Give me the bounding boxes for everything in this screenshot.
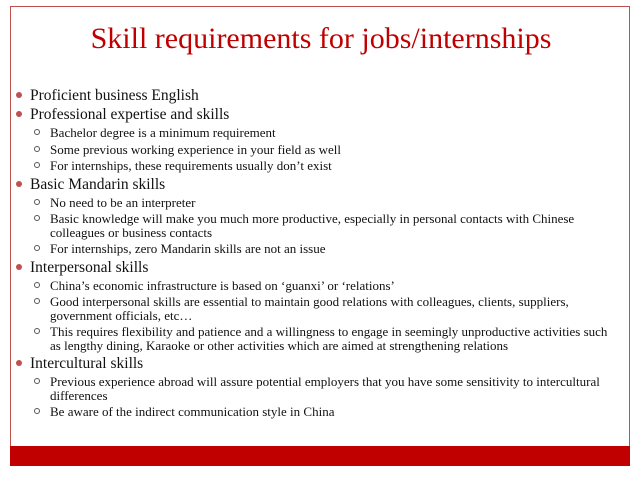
sub-bullet-text: Previous experience abroad will assure potential employers that you have some sensitivity to intercultural differences	[50, 374, 600, 403]
sub-bullet-item	[16, 325, 610, 352]
bullet-item	[16, 259, 606, 277]
sub-bullet-item	[16, 159, 610, 173]
sub-bullet-item	[16, 242, 610, 256]
bullet-text: Professional expertise and skills	[30, 106, 230, 123]
bullet-item	[16, 355, 606, 373]
bullet-item	[16, 176, 606, 194]
bullet-dot-icon	[16, 264, 22, 270]
bullet-list	[16, 87, 606, 422]
sub-bullet-text: Be aware of the indirect communication style in China	[50, 404, 335, 419]
sub-bullet-item	[16, 196, 610, 210]
bullet-item	[16, 106, 606, 124]
sub-bullet-item	[16, 405, 610, 419]
bullet-dot-icon	[16, 92, 22, 98]
sub-bullet-text: Bachelor degree is a minimum requirement	[50, 125, 276, 140]
sub-bullet-text: Good interpersonal skills are essential to maintain good relations with colleagues, clients, suppliers, government officials, etc…	[50, 294, 569, 323]
hollow-bullet-icon	[34, 199, 40, 205]
sub-bullet-text: For internships, these requirements usually don’t exist	[50, 158, 332, 173]
hollow-bullet-icon	[34, 129, 40, 135]
sub-bullet-item	[16, 143, 610, 157]
hollow-bullet-icon	[34, 162, 40, 168]
sub-bullet-text: Basic knowledge will make you much more productive, especially in personal contacts with Chinese colleagues or business contacts	[50, 211, 575, 240]
bullet-text: Basic Mandarin skills	[30, 175, 166, 193]
bullet-dot-icon	[16, 181, 22, 187]
sub-bullet-item	[16, 295, 610, 322]
slide-title: Skill requirements for jobs/internships	[90, 22, 552, 55]
hollow-bullet-icon	[34, 378, 40, 384]
bullet-dot-icon	[16, 111, 22, 117]
sub-bullet-item	[16, 212, 610, 239]
bullet-dot-icon	[16, 360, 22, 366]
bullet-item	[16, 87, 606, 105]
hollow-bullet-icon	[34, 298, 40, 304]
sub-bullet-text: China’s economic infrastructure is based on ‘guanxi’ or ‘relations’	[50, 277, 395, 293]
bullet-text: Intercultural skills	[30, 355, 144, 372]
hollow-bullet-icon	[34, 282, 40, 288]
hollow-bullet-icon	[34, 328, 40, 334]
sub-bullet-text: This requires flexibility and patience and a willingness to engage in seemingly unproductive activities such as lengthy dining, Karaoke or other activities which are aimed at strengthening relations	[50, 324, 608, 353]
sub-bullet-item	[16, 279, 610, 293]
sub-bullet-text: Some previous working experience in your field as well	[50, 141, 341, 157]
sub-bullet-item	[16, 126, 610, 140]
hollow-bullet-icon	[34, 245, 40, 251]
bullet-text: Interpersonal skills	[30, 258, 149, 276]
hollow-bullet-icon	[34, 408, 40, 414]
hollow-bullet-icon	[34, 146, 40, 152]
footer-bar	[10, 446, 630, 466]
sub-bullet-text: For internships, zero Mandarin skills are not an issue	[50, 241, 326, 256]
bullet-text: Proficient business English	[30, 87, 199, 104]
sub-bullet-text: No need to be an interpreter	[50, 194, 196, 210]
hollow-bullet-icon	[34, 215, 40, 221]
sub-bullet-item	[16, 375, 610, 402]
